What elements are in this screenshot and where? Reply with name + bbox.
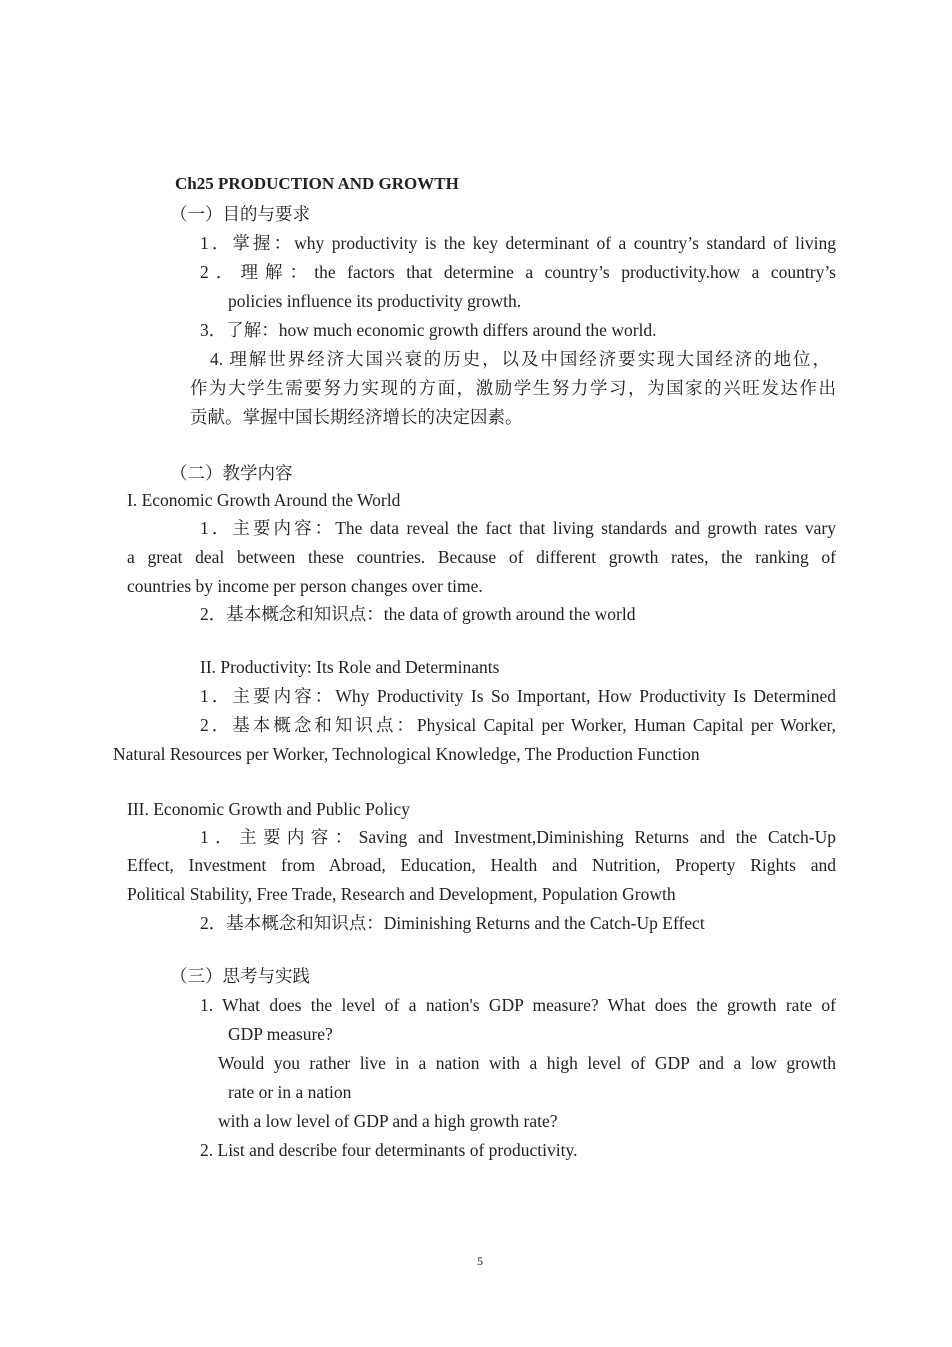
part-3-heading: III. Economic Growth and Public Policy [127, 799, 410, 819]
part-1-content-line-1: 1．主要内容：The data reveal the fact that living standards and growth rates vary [200, 518, 836, 538]
objective-item-4-line-2: 作为大学生需要努力实现的方面，激励学生努力学习，为国家的兴旺发达作出 [190, 378, 836, 398]
section-heading-practice: （三）思考与实践 [170, 966, 310, 986]
part-1-concepts: 2．基本概念和知识点：the data of growth around the world [200, 604, 636, 624]
part-3-content-line-1: 1．主要内容：Saving and Investment,Diminishing Returns and the Catch-Up [200, 827, 836, 847]
objective-item-2-line-2: policies influence its productivity growth. [228, 291, 522, 311]
chapter-title: Ch25 PRODUCTION AND GROWTH [175, 174, 459, 193]
section-heading-objectives: （一）目的与要求 [170, 204, 310, 224]
part-2-content: 1．主要内容：Why Productivity Is So Important, How Productivity Is Determined [200, 686, 836, 706]
part-2-heading: II. Productivity: Its Role and Determinants [200, 657, 500, 677]
part-1-content-line-2: a great deal between these countries. Because of different growth rates, the ranking of [127, 547, 836, 567]
objective-item-3: 3．了解：how much economic growth differs around the world. [200, 320, 657, 340]
objective-item-4-line-3: 贡献。掌握中国长期经济增长的决定因素。 [190, 407, 523, 427]
question-1-line-1: 1. What does the level of a nation's GDP measure? What does the growth rate of [200, 995, 836, 1015]
part-3-content-line-2: Effect, Investment from Abroad, Education, Health and Nutrition, Property Rights and [127, 855, 836, 875]
question-1-line-4: rate or in a nation [228, 1082, 352, 1102]
part-3-concepts: 2．基本概念和知识点：Diminishing Returns and the Catch-Up Effect [200, 913, 705, 933]
part-1-content-line-3: countries by income per person changes over time. [127, 576, 483, 596]
question-1-line-5: with a low level of GDP and a high growth rate? [218, 1111, 558, 1131]
page-number: 5 [477, 1254, 483, 1268]
part-2-concepts-line-1: 2．基本概念和知识点：Physical Capital per Worker, Human Capital per Worker, [200, 715, 836, 735]
objective-item-1: 1．掌握：why productivity is the key determinant of a country’s standard of living [200, 233, 836, 253]
part-1-heading: I. Economic Growth Around the World [127, 490, 401, 510]
question-1-line-2: GDP measure? [228, 1024, 333, 1044]
objective-item-4-line-1: 4. 理解世界经济大国兴衰的历史，以及中国经济要实现大国经济的地位， [210, 349, 830, 369]
part-2-concepts-line-2: Natural Resources per Worker, Technological Knowledge, The Production Function [113, 744, 700, 764]
question-2: 2. List and describe four determinants of productivity. [200, 1140, 578, 1160]
objective-item-2-line-1: 2．理解：the factors that determine a country’s productivity.how a country’s [200, 262, 836, 282]
section-heading-content: （二）教学内容 [170, 463, 293, 483]
part-3-content-line-3: Political Stability, Free Trade, Research and Development, Population Growth [127, 884, 676, 904]
question-1-line-3: Would you rather live in a nation with a high level of GDP and a low growth [218, 1053, 836, 1073]
